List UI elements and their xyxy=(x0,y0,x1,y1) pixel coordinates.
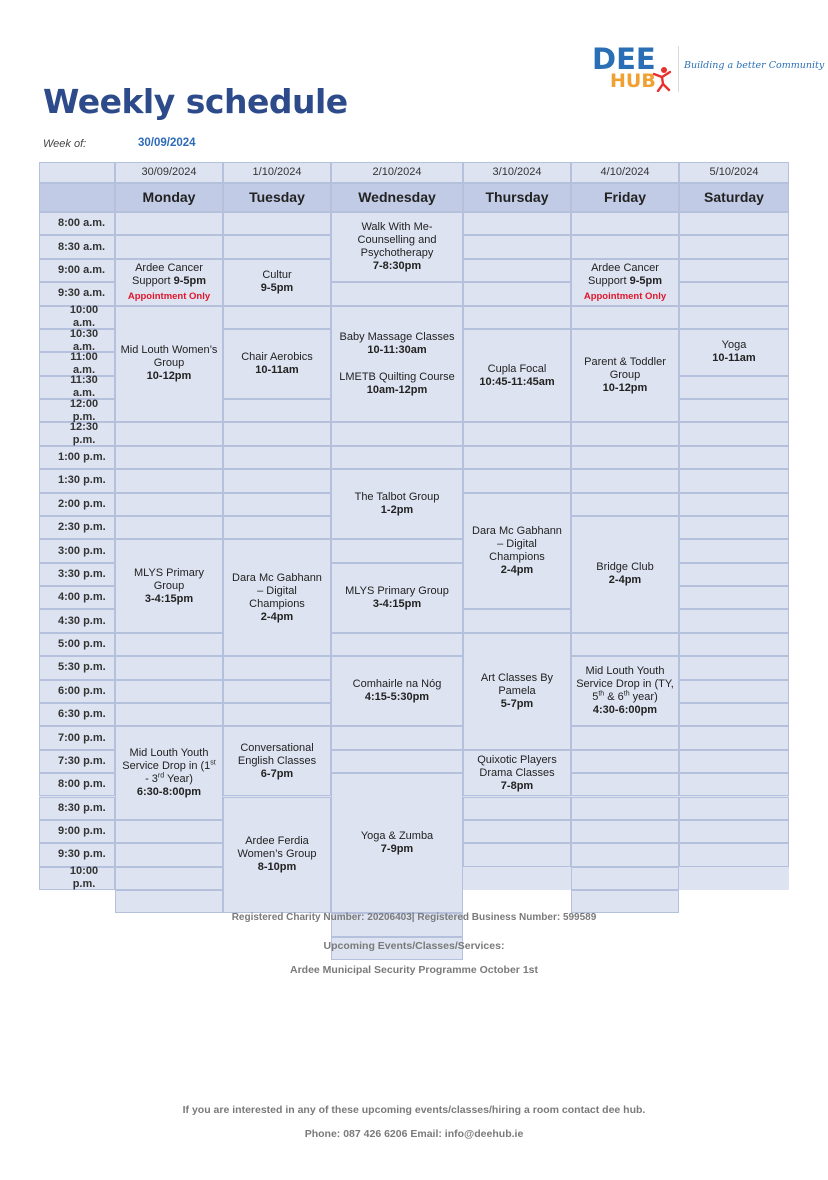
column-date xyxy=(463,162,571,183)
registration-info: Registered Charity Number: 20206403| Registered Business Number: 599589 xyxy=(231,912,597,923)
time-slot xyxy=(39,352,115,375)
time-slot-label: 8:00 a.m. xyxy=(58,217,106,230)
empty-slot xyxy=(571,446,679,469)
event-block xyxy=(571,516,679,633)
column-date-label: 2/10/2024 xyxy=(372,166,422,178)
empty-slot xyxy=(679,235,789,258)
time-slot xyxy=(39,703,115,726)
empty-slot xyxy=(679,259,789,282)
empty-slot xyxy=(679,493,789,516)
time-slot xyxy=(39,773,115,796)
event-name: MLYS Primary Group xyxy=(133,566,205,592)
empty-slot xyxy=(463,446,571,469)
appointment-note: Appointment Only xyxy=(583,290,667,302)
event-block xyxy=(463,329,571,423)
event-time: 7-8pm xyxy=(500,779,534,792)
event-block xyxy=(331,656,463,726)
event-time: 10am-12pm xyxy=(366,383,428,396)
column-date-label: 5/10/2024 xyxy=(709,166,759,178)
empty-slot xyxy=(571,633,679,656)
event-time: 10-11am xyxy=(255,363,299,376)
empty-slot xyxy=(679,282,789,305)
empty-slot xyxy=(463,212,571,235)
event-time: 10:45-11:45am xyxy=(479,375,555,388)
upcoming-heading: Upcoming Events/Classes/Services: xyxy=(323,940,505,952)
event-time: 5-7pm xyxy=(500,697,534,710)
time-slot xyxy=(39,750,115,773)
empty-slot xyxy=(223,493,331,516)
time-slot xyxy=(39,376,115,399)
event-block xyxy=(331,212,463,282)
event-block xyxy=(115,306,223,423)
empty-slot xyxy=(223,703,331,726)
event-block xyxy=(115,259,223,306)
time-slot-label: 12:30 p.m. xyxy=(69,421,99,447)
event-block xyxy=(115,539,223,633)
event-name: Ardee Cancer Support xyxy=(132,261,203,287)
event-time: 6:30-8:00pm xyxy=(136,786,202,799)
event-block xyxy=(463,633,571,750)
time-slot xyxy=(39,820,115,843)
event-time: 4:30-6:00pm xyxy=(592,704,658,717)
empty-slot xyxy=(571,797,679,820)
time-slot xyxy=(39,680,115,703)
empty-slot xyxy=(679,516,789,539)
empty-slot xyxy=(571,422,679,445)
event-block xyxy=(223,259,331,306)
empty-slot xyxy=(571,212,679,235)
empty-slot xyxy=(463,609,571,632)
event-block xyxy=(115,726,223,820)
empty-slot xyxy=(223,235,331,258)
empty-slot xyxy=(679,703,789,726)
event-name: Cupla Focal xyxy=(487,362,547,375)
event-block xyxy=(679,329,789,376)
column-date xyxy=(115,162,223,183)
time-slot xyxy=(39,843,115,866)
time-slot-label: 11:30 a.m. xyxy=(70,374,98,400)
empty-slot xyxy=(463,282,571,305)
event-block xyxy=(331,773,463,913)
empty-slot xyxy=(571,820,679,843)
event-block xyxy=(571,656,679,726)
empty-slot xyxy=(679,539,789,562)
empty-slot xyxy=(223,422,331,445)
schedule-table xyxy=(39,162,789,890)
event-time: 7-8:30pm xyxy=(372,260,422,273)
event-name-line xyxy=(576,262,674,288)
event-name: MLYS Primary Group xyxy=(345,584,449,597)
column-day-label: Wednesday xyxy=(358,189,436,205)
event-name-line xyxy=(120,262,218,288)
time-slot-label: 8:00 p.m. xyxy=(58,778,106,791)
event-block xyxy=(223,329,331,399)
empty-slot xyxy=(679,306,789,329)
event-entry xyxy=(339,371,455,397)
time-slot-label: 12:00 p.m. xyxy=(69,397,99,423)
event-entry xyxy=(340,331,455,357)
time-slot xyxy=(39,329,115,352)
column-date xyxy=(679,162,789,183)
event-time: 10-12pm xyxy=(602,382,648,395)
time-slot xyxy=(39,586,115,609)
event-name: Conversational English Classes xyxy=(237,741,317,767)
column-day xyxy=(331,183,463,212)
event-time: 10-11:30am xyxy=(367,343,427,356)
empty-slot xyxy=(679,773,789,796)
empty-slot xyxy=(115,890,223,913)
event-name: Walk With Me- Counselling and Psychotherapy xyxy=(357,221,437,260)
event-time: 2-4pm xyxy=(608,574,642,587)
event-time: 7-9pm xyxy=(380,843,414,856)
time-slot-label: 10:00 a.m. xyxy=(69,304,99,330)
column-day xyxy=(223,183,331,212)
column-date xyxy=(331,162,463,183)
empty-slot xyxy=(571,843,679,866)
empty-slot xyxy=(463,820,571,843)
time-slot xyxy=(39,493,115,516)
event-block xyxy=(331,563,463,633)
appointment-note: Appointment Only xyxy=(127,290,211,302)
column-day xyxy=(679,183,789,212)
empty-slot xyxy=(223,469,331,492)
empty-slot xyxy=(571,773,679,796)
time-slot-label: 3:30 p.m. xyxy=(58,567,106,580)
event-time: 1-2pm xyxy=(380,504,414,517)
empty-slot xyxy=(115,422,223,445)
event-time: 9-5pm xyxy=(629,274,662,287)
event-name: Mid Louth Youth Service Drop in (1st - 3rd Year) xyxy=(122,747,216,786)
empty-slot xyxy=(463,469,571,492)
event-time: 2-4pm xyxy=(500,563,534,576)
empty-slot xyxy=(463,235,571,258)
event-name: The Talbot Group xyxy=(354,491,440,504)
time-slot-label: 9:30 p.m. xyxy=(58,848,106,861)
event-name: Cultur xyxy=(262,269,292,282)
event-name: Quixotic Players Drama Classes xyxy=(477,753,557,779)
column-date xyxy=(571,162,679,183)
empty-slot xyxy=(331,539,463,562)
event-name: Yoga xyxy=(721,339,747,352)
time-slot xyxy=(39,609,115,632)
event-block xyxy=(331,469,463,539)
empty-slot xyxy=(223,516,331,539)
empty-slot xyxy=(679,609,789,632)
empty-slot xyxy=(679,563,789,586)
week-of-date: 30/09/2024 xyxy=(138,137,196,149)
column-day xyxy=(115,183,223,212)
event-block xyxy=(463,750,571,797)
time-slot xyxy=(39,867,115,890)
empty-slot xyxy=(223,212,331,235)
empty-slot xyxy=(571,726,679,749)
time-slot xyxy=(39,516,115,539)
empty-slot xyxy=(223,680,331,703)
time-slot-label: 4:30 p.m. xyxy=(58,614,106,627)
empty-slot xyxy=(679,212,789,235)
time-slot-label: 2:30 p.m. xyxy=(58,521,106,534)
time-slot xyxy=(39,259,115,282)
time-slot xyxy=(39,469,115,492)
event-name: Dara Mc Gabhann – Digital Champions xyxy=(472,524,562,563)
time-slot xyxy=(39,633,115,656)
empty-slot xyxy=(115,235,223,258)
week-of-label: Week of: xyxy=(43,138,87,150)
empty-slot xyxy=(679,726,789,749)
empty-slot xyxy=(679,422,789,445)
time-slot xyxy=(39,563,115,586)
empty-slot xyxy=(115,820,223,843)
time-slot-label: 6:00 p.m. xyxy=(58,684,106,697)
empty-slot xyxy=(571,867,679,890)
time-slot-label: 5:00 p.m. xyxy=(58,638,106,651)
time-slot-label: 10:00 p.m. xyxy=(69,865,99,891)
empty-slot xyxy=(115,516,223,539)
empty-slot xyxy=(115,867,223,890)
empty-slot xyxy=(571,469,679,492)
contact-line: If you are interested in any of these upcoming events/classes/hiring a room contact dee hub. xyxy=(182,1104,646,1116)
empty-slot xyxy=(463,259,571,282)
empty-slot xyxy=(679,820,789,843)
event-time: 9-5pm xyxy=(260,282,294,295)
column-day xyxy=(463,183,571,212)
column-day-label: Tuesday xyxy=(249,189,305,205)
empty-slot xyxy=(679,376,789,399)
page-title: Weekly schedule xyxy=(43,82,348,121)
time-slot xyxy=(39,539,115,562)
empty-slot xyxy=(463,797,571,820)
column-date-label: 4/10/2024 xyxy=(600,166,650,178)
time-slot xyxy=(39,726,115,749)
empty-slot xyxy=(115,656,223,679)
event-block xyxy=(331,306,463,423)
corner-day-cell xyxy=(39,183,115,212)
event-name: Comhairle na Nóg xyxy=(352,678,442,691)
column-date-label: 1/10/2024 xyxy=(252,166,302,178)
empty-slot xyxy=(331,633,463,656)
time-slot xyxy=(39,422,115,445)
empty-slot xyxy=(331,282,463,305)
time-slot-label: 6:30 p.m. xyxy=(58,708,106,721)
event-time: 2-4pm xyxy=(260,610,294,623)
time-slot-label: 1:30 p.m. xyxy=(58,474,106,487)
time-slot-label: 2:00 p.m. xyxy=(58,497,106,510)
empty-slot xyxy=(571,235,679,258)
logo-dee: DEE xyxy=(592,42,656,76)
column-date-label: 30/09/2024 xyxy=(141,166,197,178)
time-slot-label: 1:00 p.m. xyxy=(58,450,106,463)
empty-slot xyxy=(463,422,571,445)
empty-slot xyxy=(679,656,789,679)
time-slot xyxy=(39,446,115,469)
empty-slot xyxy=(571,750,679,773)
column-day-label: Monday xyxy=(142,189,196,205)
time-slot xyxy=(39,282,115,305)
event-block xyxy=(463,493,571,610)
empty-slot xyxy=(223,656,331,679)
time-slot-label: 9:00 p.m. xyxy=(58,825,106,838)
time-slot xyxy=(39,656,115,679)
empty-slot xyxy=(115,212,223,235)
time-slot xyxy=(39,797,115,820)
empty-slot xyxy=(463,843,571,866)
empty-slot xyxy=(679,797,789,820)
time-slot-label: 10:30 a.m. xyxy=(69,327,99,353)
empty-slot xyxy=(571,890,679,913)
empty-slot xyxy=(571,493,679,516)
time-slot-label: 7:00 p.m. xyxy=(58,731,106,744)
empty-slot xyxy=(679,843,789,866)
time-slot-label: 11:00 a.m. xyxy=(70,350,98,376)
event-time: 3-4:15pm xyxy=(372,597,422,610)
event-name: Art Classes By Pamela xyxy=(480,671,554,697)
time-slot-label: 8:30 a.m. xyxy=(58,240,106,253)
upcoming-event: Ardee Municipal Security Programme October 1st xyxy=(290,964,538,976)
event-name: Parent & Toddler Group xyxy=(584,356,666,382)
event-time: 6-7pm xyxy=(260,767,294,780)
event-block xyxy=(223,797,331,914)
empty-slot xyxy=(679,399,789,422)
event-name: LMETB Quilting Course xyxy=(339,370,455,383)
empty-slot xyxy=(115,469,223,492)
event-name: Mid Louth Women’s Group xyxy=(120,344,218,370)
event-name: Ardee Cancer Support xyxy=(588,261,659,287)
time-slot xyxy=(39,212,115,235)
corner-date-cell xyxy=(39,162,115,183)
event-block xyxy=(571,259,679,306)
time-slot-label: 8:30 p.m. xyxy=(58,801,106,814)
time-slot-label: 5:30 p.m. xyxy=(58,661,106,674)
column-date xyxy=(223,162,331,183)
time-slot-label: 9:00 a.m. xyxy=(58,263,106,276)
logo-divider xyxy=(678,46,679,92)
event-block xyxy=(571,329,679,423)
empty-slot xyxy=(679,633,789,656)
event-time: 3-4:15pm xyxy=(144,592,194,605)
empty-slot xyxy=(115,843,223,866)
time-slot-label: 7:30 p.m. xyxy=(58,754,106,767)
event-name: Baby Massage Classes xyxy=(339,330,455,343)
column-date-label: 3/10/2024 xyxy=(492,166,542,178)
time-slot xyxy=(39,306,115,329)
empty-slot xyxy=(679,680,789,703)
event-time: 10-12pm xyxy=(146,370,192,383)
column-day-label: Thursday xyxy=(485,189,549,205)
empty-slot xyxy=(679,586,789,609)
column-day xyxy=(571,183,679,212)
empty-slot xyxy=(331,446,463,469)
event-name: Yoga & Zumba xyxy=(360,830,434,843)
empty-slot xyxy=(223,446,331,469)
empty-slot xyxy=(115,680,223,703)
empty-slot xyxy=(463,306,571,329)
event-name: Bridge Club xyxy=(596,561,654,574)
event-block xyxy=(223,539,331,656)
event-time: 9-5pm xyxy=(173,274,206,287)
logo-hub: HUB xyxy=(610,70,656,92)
empty-slot xyxy=(679,469,789,492)
event-name: Mid Louth Youth Service Drop in (TY, 5th & 6th year) xyxy=(576,665,674,704)
event-time: 8-10pm xyxy=(257,861,297,874)
phone-email: Phone: 087 426 6206 Email: info@deehub.ie xyxy=(304,1128,524,1140)
time-slot-label: 3:00 p.m. xyxy=(58,544,106,557)
empty-slot xyxy=(571,306,679,329)
person-figure-icon xyxy=(650,66,674,92)
event-name: Chair Aerobics xyxy=(241,350,313,363)
empty-slot xyxy=(223,399,331,422)
empty-slot xyxy=(115,703,223,726)
time-slot-label: 4:00 p.m. xyxy=(58,591,106,604)
event-time: 10-11am xyxy=(712,352,756,365)
time-slot-label: 9:30 a.m. xyxy=(58,287,106,300)
empty-slot xyxy=(223,306,331,329)
empty-slot xyxy=(331,422,463,445)
logo-tagline: Building a better Community xyxy=(684,60,825,71)
event-block xyxy=(223,726,331,796)
dee-hub-logo xyxy=(590,42,825,96)
time-slot xyxy=(39,399,115,422)
empty-slot xyxy=(115,493,223,516)
event-name: Ardee Ferdia Women’s Group xyxy=(237,835,317,861)
empty-slot xyxy=(679,446,789,469)
empty-slot xyxy=(331,750,463,773)
empty-slot xyxy=(115,633,223,656)
column-day-label: Saturday xyxy=(704,189,764,205)
time-slot xyxy=(39,235,115,258)
empty-slot xyxy=(331,726,463,749)
event-time: 4:15-5:30pm xyxy=(364,691,430,704)
empty-slot xyxy=(115,446,223,469)
empty-slot xyxy=(679,750,789,773)
column-day-label: Friday xyxy=(603,189,646,205)
event-name: Dara Mc Gabhann – Digital Champions xyxy=(232,571,322,610)
